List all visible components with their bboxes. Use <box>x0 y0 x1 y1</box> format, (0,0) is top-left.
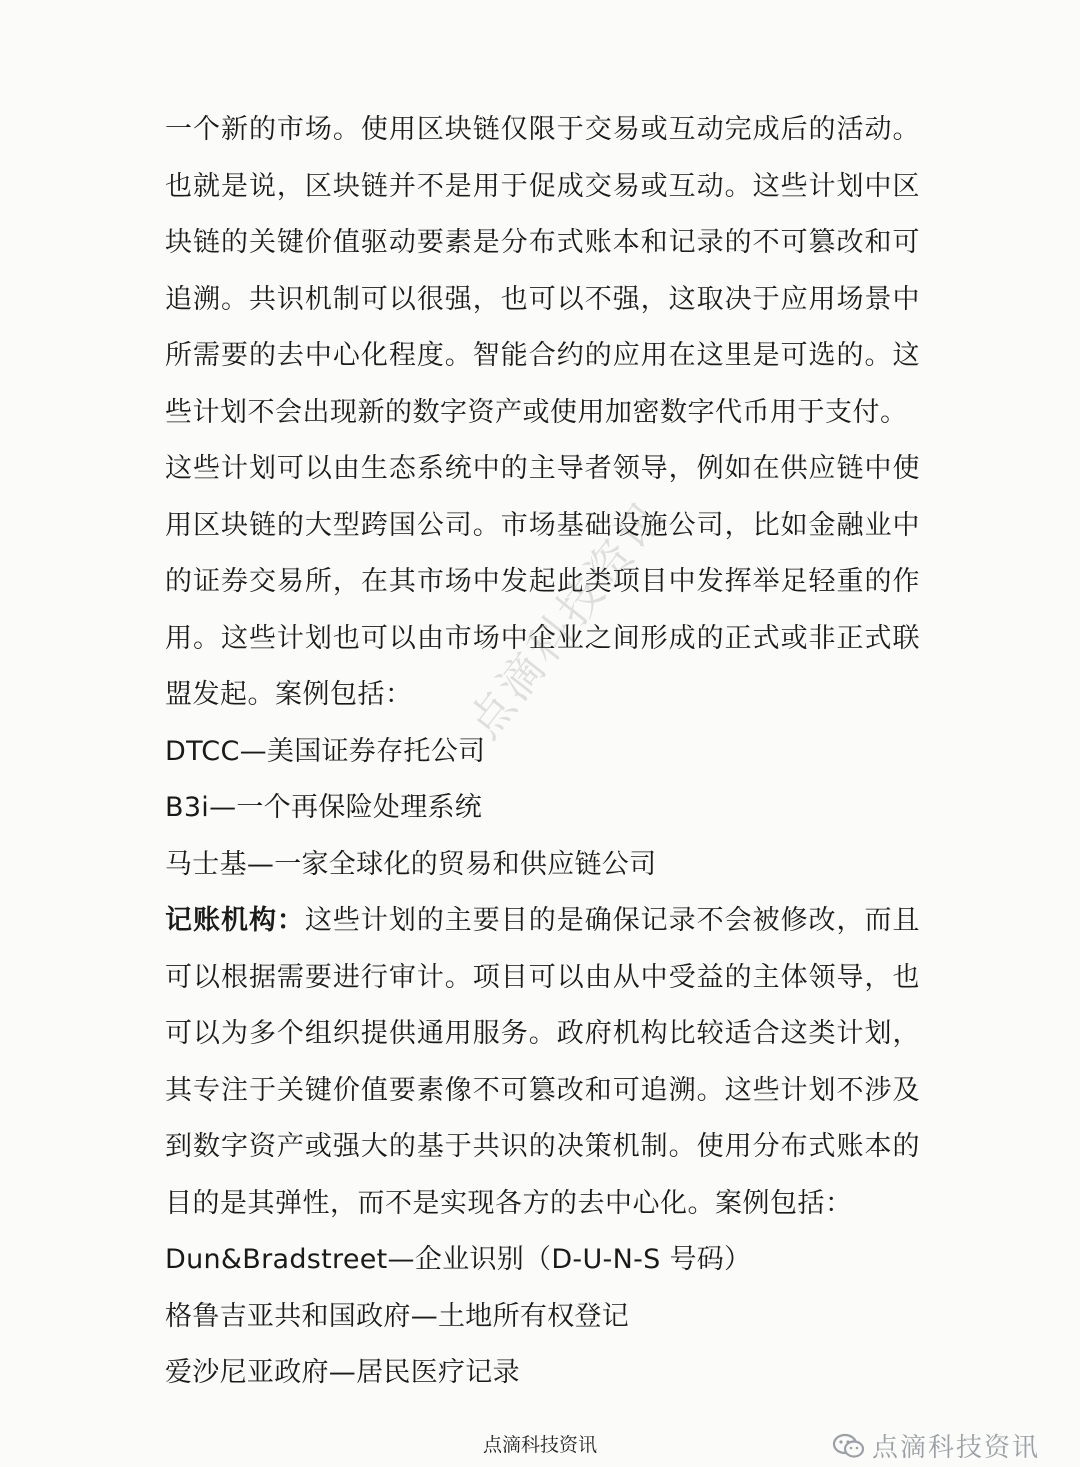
diagonal-watermark: 点滴科技资讯 <box>458 489 677 749</box>
page-footer: 点滴科技资讯 <box>482 1434 597 1456</box>
example-item-estonia: 爱沙尼亚政府—居民医疗记录 <box>165 1357 520 1388</box>
wechat-icon <box>832 1432 866 1460</box>
paragraph-1: 一个新的市场。使用区块链仅限于交易或互动完成后的活动。也就是说，区块链并不是用于促成交易或互动。这些计划中区块链的关键价值驱动要素是分布式账本和记录的不可篡改和可追溯。共识机制可以很强，也可以不强，这取决于应用场景中所需要的去中心化程度。智能合约的应用在这里是可选的。这些计划不会出现新的数字资产或使用加密数字代币用于支付。 <box>165 114 920 428</box>
example-item-b3i: B3i—一个再保险处理系统 <box>165 792 483 823</box>
brand-text: 点滴科技资讯 <box>871 1433 1040 1463</box>
paragraph-2: 这些计划可以由生态系统中的主导者领导，例如在供应链中使用区块链的大型跨国公司。市场基础设施公司，比如金融业中的证券交易所，在其市场中发起此类项目中发挥举足轻重的作用。这些计划也可以由市场中企业之间形成的正式或非正式联盟发起。案例包括： <box>165 453 920 710</box>
example-item-maersk: 马士基—一家全球化的贸易和供应链公司 <box>165 848 657 880</box>
paragraph-3-text: 这些计划的主要目的是确保记录不会被修改，而且可以根据需要进行审计。项目可以由从中受益的主体领导，也可以为多个组织提供通用服务。政府机构比较适合这类计划，其专注于关键价值要素像不可篡改和可追溯。这些计划不涉及到数字资产或强大的基于共识的决策机制。使用分布式账本的目的是其弹性，而不是实现各方的去中心化。案例包括： <box>165 905 921 1219</box>
paragraph-3-heading: 记账机构： <box>165 905 305 936</box>
example-item-dnb: Dun&Bradstreet—企业识别（D-U-N-S 号码） <box>165 1244 752 1275</box>
paragraph-3 <box>165 893 920 1232</box>
brand-watermark <box>832 1427 1040 1464</box>
document-body <box>165 102 920 1402</box>
example-item-georgia: 格鲁吉亚共和国政府—土地所有权登记 <box>165 1300 630 1332</box>
example-item-dtcc: DTCC—美国证券存托公司 <box>165 735 486 767</box>
